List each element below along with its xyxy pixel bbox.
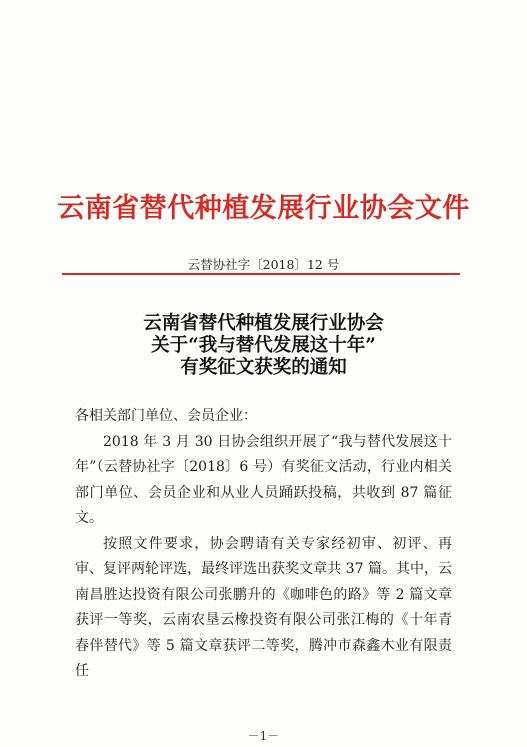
notice-title-line: 关于“我与替代发展这十年” bbox=[151, 335, 376, 356]
body-paragraph: 按照文件要求，协会聘请有关专家经初审、初评、再审、复评两轮评选，最终评选出获奖文章共 37 篇。其中，云南昌胜达投资有限公司张鹏升的《咖啡色的路》等 2 篇文章获评一等奖，云南农垦云橡投资有限公司张江梅的《十年青春伴替代》等 5 篇文章获评二等奖，腾冲市森鑫木业有限责任 bbox=[75, 535, 452, 679]
notice-title bbox=[0, 313, 527, 379]
body-paragraph: 2018 年 3 月 30 日协会组织开展了“我与替代发展这十年”（云替协社字〔2018〕6 号）有奖征文活动，行业内相关部门单位、会员企业和从业人员踊跃投稿，共收到 87 篇征文。 bbox=[75, 433, 452, 526]
notice-title-line: 云南省替代种植发展行业协会 bbox=[143, 313, 384, 334]
notice-title-line: 有奖征文获奖的通知 bbox=[180, 357, 347, 378]
salutation: 各相关部门单位、会员企业： bbox=[75, 408, 257, 424]
org-document-header: 云南省替代种植发展行业协会文件 bbox=[57, 193, 470, 224]
page-number: －1－ bbox=[247, 729, 280, 743]
header-red-divider bbox=[62, 273, 460, 275]
document-number: 云替协社字〔2018〕12 号 bbox=[187, 257, 340, 272]
notice-body bbox=[75, 404, 452, 685]
